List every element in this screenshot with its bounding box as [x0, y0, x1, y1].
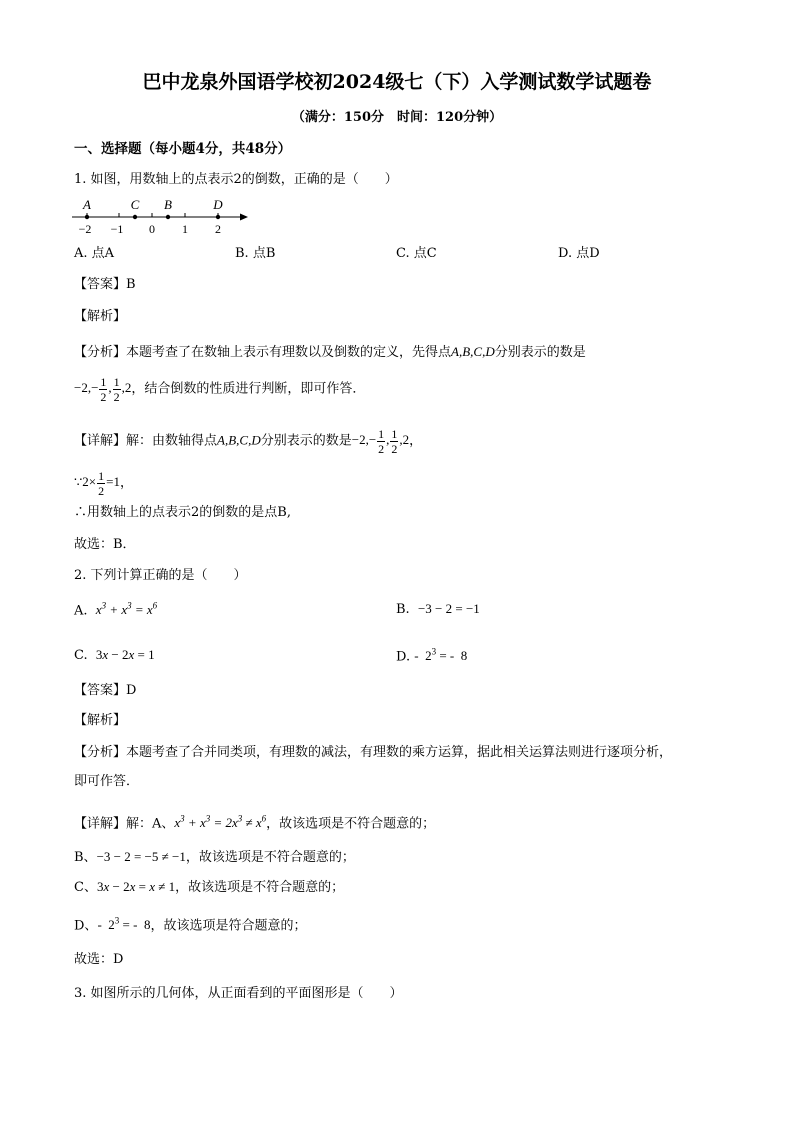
q1-option-c: C. 点C — [396, 246, 437, 261]
q1-values-math-2: −2,− $\frac{1}{2}$ , $\frac{1}{2}$ ,2 — [351, 427, 410, 456]
q1-stem: 1. 如图，用数轴上的点表示2的倒数，正确的是（ ） — [74, 172, 398, 187]
q1-points-math: A,B,C,D — [451, 344, 495, 359]
q1-fenxi-line1: 【分析】本题考查了在数轴上表示有理数以及倒数的定义，先得点A,B,C,D分别表示的数是 — [74, 344, 586, 360]
q1-choice: 故选：B． — [74, 537, 136, 552]
q1-analysis-label: 【解析】 — [74, 309, 127, 324]
q2-detail-b: B、−3 − 2 = −5 ≠ −1，故该选项是不符合题意的； — [74, 849, 355, 865]
q1-option-d: D. 点D — [558, 246, 600, 261]
point-b-dot — [166, 215, 170, 219]
point-a-dot — [85, 215, 89, 219]
point-c-dot — [133, 215, 137, 219]
q1-because-line: ∵2× $\frac{1}{2}$ =1， — [74, 469, 133, 498]
q2-fenxi-line1: 【分析】本题考查了合并同类项，有理数的减法，有理数的乘方运算，据此相关运算法则进行逐项分析， — [74, 745, 673, 760]
number-line-figure — [68, 195, 253, 237]
q2-option-d: D. - $2^3$ = - 8 — [396, 647, 468, 665]
q2-option-c: C. 3x − 2x = 1 — [74, 647, 155, 663]
q2-fenxi-line2: 即可作答． — [74, 774, 140, 789]
tick-label: −1 — [110, 222, 124, 236]
point-label-b: B — [164, 197, 172, 212]
q1-points-math-2: A,B,C,D — [217, 432, 261, 448]
q2-option-b: B. −3 − 2 = −1 — [396, 601, 480, 617]
number-line-arrow — [240, 214, 248, 221]
exam-info: （满分：150分 时间：120分钟） — [291, 110, 503, 125]
tick-label: 2 — [215, 222, 221, 236]
q3-stem: 3. 如图所示的几何体，从正面看到的平面图形是（ ） — [74, 986, 403, 1001]
point-d-dot — [216, 215, 220, 219]
point-label-d: D — [213, 197, 223, 212]
section-heading: 一、选择题（每小题4分，共48分） — [74, 141, 292, 157]
q2-detail-d: D、- $2^3$ = - 8，故该选项是符合题意的； — [74, 916, 307, 934]
q2-analysis-label: 【解析】 — [74, 713, 127, 728]
q2-option-a: A. $x^3 + x^3 = x^6$ — [74, 601, 158, 619]
q1-option-b: B. 点B — [235, 246, 276, 261]
q2-choice: 故选：D — [74, 952, 124, 967]
q2-detail-a: 【详解】解：A、$x^3 + x^3 = 2x^3 \ne x^6$，故该选项是不符合题意的； — [74, 814, 436, 832]
q2-answer: 【答案】D — [74, 683, 137, 698]
q1-detail-line1: 【详解】解：由数轴得点A,B,C,D分别表示的数是−2,− $\frac{1}{2}$ , $\frac{1}{2}$ ,2， — [74, 427, 423, 456]
page-title: 巴中龙泉外国语学校初2024级七（下）入学测试数学试题卷 — [142, 71, 652, 93]
q1-option-a: A. 点A — [74, 246, 115, 261]
q1-answer: 【答案】B — [74, 277, 136, 292]
q1-fenxi-line2: −2,− $\frac{1}{2}$ , $\frac{1}{2}$ ,2，结合倒数的性质进行判断，即可作答． — [74, 375, 366, 404]
tick-label: −2 — [78, 222, 92, 236]
point-label-a: A — [83, 197, 91, 212]
point-label-c: C — [130, 197, 140, 212]
tick-label: 1 — [182, 222, 188, 236]
q1-values-math: −2,− $\frac{1}{2}$ , $\frac{1}{2}$ ,2 — [74, 375, 132, 404]
q2-stem: 2. 下列计算正确的是（ ） — [74, 568, 247, 583]
tick-label: 0 — [149, 222, 155, 236]
q2-detail-c: C、3x − 2x = x ≠ 1，故该选项是不符合题意的； — [74, 879, 345, 895]
q1-therefore-line: ∴用数轴上的点表示2的倒数的是点B, — [74, 505, 291, 520]
